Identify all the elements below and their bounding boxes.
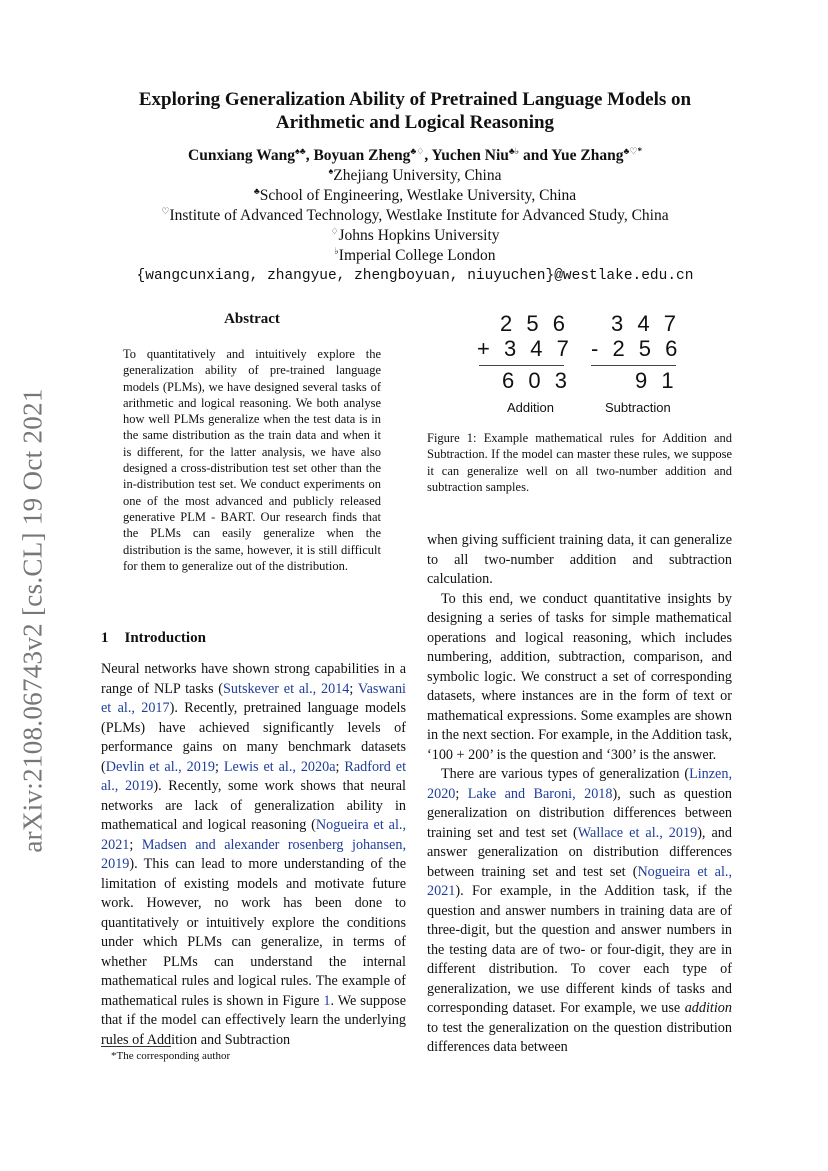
arxiv-identifier [4,360,62,880]
section-title: Introduction [124,630,206,646]
affiliation-text: Johns Hopkins University [338,227,500,244]
text-run: ), and answer generalization on distribution differences between training set and test set ( [427,824,732,880]
subtraction-result: 9 1 [635,368,678,393]
affiliation-text: Zhejiang University, China [333,167,502,184]
affiliation-mark: ♠ [328,165,334,176]
figure-ref-link[interactable]: 1 [323,992,331,1009]
figure-1 [455,305,700,417]
text-run: ; [129,836,142,853]
affiliation-text: Institute of Advanced Technology, Westlake Institute for Advanced Study, China [169,207,669,224]
paragraph: To this end, we conduct quantitative insights by designing a series of tasks for simple mathematical operations and logical reasoning, which includes numbering, addition, subtraction, comparison, and symbolic logic. We construct a set of corresponding datasets, where instances are in the form of text or mathematical expressions. Some examples are shown in the next section. For example, in the Addition task, ‘100 + 200’ is the question and ‘300’ is the answer. [427,590,732,763]
section-heading [101,630,206,647]
author-emails: {wangcunxiang, zhangyue, zhengboyuan, niuyuchen}@westlake.edu.cn [136,268,694,284]
text-run: Neural networks have shown strong capabilities in a range of NLP tasks ( [101,661,406,697]
text-run: ). Recently, pretrained language models (PLMs) have achieved significantly levels of performance gains on many benchmark datasets ( [101,700,406,775]
affiliation [90,246,740,266]
subtraction-rule-line [591,365,676,366]
text-run: ). Recently, some work shows that neural networks are lack of generalization ability in mathematical and logical reasoning ( [101,778,406,833]
author-block [90,146,740,286]
paragraph: when giving sufficient training data, it can generalize to all two-number addition and subtraction calculation. [427,532,732,587]
citation-link[interactable]: Lewis et al., 2020a [223,758,336,775]
affiliation [90,226,740,246]
subtraction-label: Subtraction [605,400,671,415]
addition-top-number: 2 5 6 [500,311,569,336]
citation-link[interactable]: Nogueira et al., 2021 [101,817,406,853]
citation-link[interactable]: Madsen and alexander rosenberg johansen, 2019 [101,836,406,872]
citation-link[interactable]: Radford et al., 2019 [101,758,407,794]
citation-link[interactable]: Wallace et al., 2019 [577,824,698,841]
emphasis: addition [684,1000,732,1016]
paragraph [101,660,406,1050]
subtraction-top-number: 3 4 7 [611,311,680,336]
author-marks: ♣♭ [508,145,520,156]
footnote: *The corresponding author [111,1050,231,1062]
text-run: ). This can lead to more understanding of the limitation of existing models and motivate future work. However, no work has been done to quantitatively or intuitively explore the conditions under which PLMs can generalize, in terms of whether PLMs can understand the internal mathematical rules and logical rules. The example of mathematical rules is shown in Figure [101,856,406,1009]
author-separator: and [519,147,552,164]
author-separator: , [305,147,314,164]
citation-link[interactable]: Sutskever et al., 2014 [223,680,350,697]
addition-bottom-number: + 3 4 7 [477,336,573,361]
paragraph [427,765,732,1058]
addition-label: Addition [507,400,554,415]
text-run: ), such as question generalization on distribution differences between training set and test set ( [427,785,732,841]
arxiv-identifier-text: arXiv:2108.06743v2 [cs.CL] 19 Oct 2021 [17,387,48,853]
author-name: Boyuan Zheng [313,147,411,164]
affiliation [90,186,740,206]
author-marks: ♣♡* [623,145,642,156]
citation-link[interactable]: Lake and Baroni, 2018 [467,785,613,802]
text-run: to test the generalization on the question distribution differences data between [427,1019,732,1055]
text-run: ; [215,758,224,775]
abstract-heading: Abstract [224,311,280,327]
figure-caption: Figure 1: Example mathematical rules for Addition and Subtraction. If the model can master these rules, we suppose it can generalize well on all two-number addition and subtraction samples. [427,431,732,495]
author-names [90,146,740,166]
affiliation-mark: ♣ [253,185,260,196]
affiliation-mark: ♢ [330,225,339,236]
author-separator: , [424,147,432,164]
addition-result: 6 0 3 [502,368,571,393]
author-marks: ♣♢ [410,145,425,156]
text-run: ). For example, in the Addition task, if the question and answer numbers in training data are of three-digit, but the question and answer numbers in the testing data are of two- or four-digit, they are in different distribution. To cover each type of generalization, we use different kinds of tasks and corresponding dataset. For example, we use [427,883,732,1016]
citation-link[interactable]: Nogueira et al., 2021 [427,863,732,899]
right-column-body [427,531,732,1058]
affiliation [90,206,740,226]
text-run: ; [349,680,358,697]
text-run: . We suppose that if the model can effectively learn the underlying rules of Addition and Subtraction [101,992,406,1048]
paper-title: Exploring Generalization Ability of Pretrained Language Models on Arithmetic and Logical Reasoning [138,89,692,133]
citation-link[interactable]: Devlin et al., 2019 [105,758,216,775]
author-name: Cunxiang Wang [188,147,295,164]
addition-rule-line [479,365,564,366]
citation-link[interactable]: Vaswani et al., 2017 [101,680,406,716]
affiliation-mark: ♭ [334,245,339,256]
affiliation-text: Imperial College London [338,247,496,264]
footnote-rule [101,1046,171,1047]
affiliation-text: School of Engineering, Westlake University, China [259,187,577,204]
text-run: There are various types of generalization ( [441,766,690,782]
author-name: Yue Zhang [551,147,624,164]
affiliation-mark: ♡ [161,205,170,216]
abstract-text: To quantitatively and intuitively explore the generalization ability of pre-trained language models (PLMs), we have designed several tasks of arithmetic and logical reasoning. We both analyse how well PLMs generalize when the test data is in the same distribution as the train data and when it is different, for the latter analysis, we have also designed a cross-distribution test set other than the in-distribution test set. We conduct experiments on one of the most advanced and publicly released generative PLM - BART. Our research finds that the PLMs can easily generalize when the distribution is the same, however, it is still difficult for them to generalize out of the distribution. [123,347,381,573]
left-column-body [101,660,406,1050]
text-run: ; [335,758,345,775]
author-marks: ♠♣ [295,145,306,156]
text-run: ; [455,785,468,802]
affiliation [90,166,740,186]
subtraction-bottom-number: - 2 5 6 [591,336,682,361]
citation-link[interactable]: Linzen, 2020 [427,766,732,802]
author-name: Yuchen Niu [431,147,509,164]
section-number: 1 [101,630,109,646]
